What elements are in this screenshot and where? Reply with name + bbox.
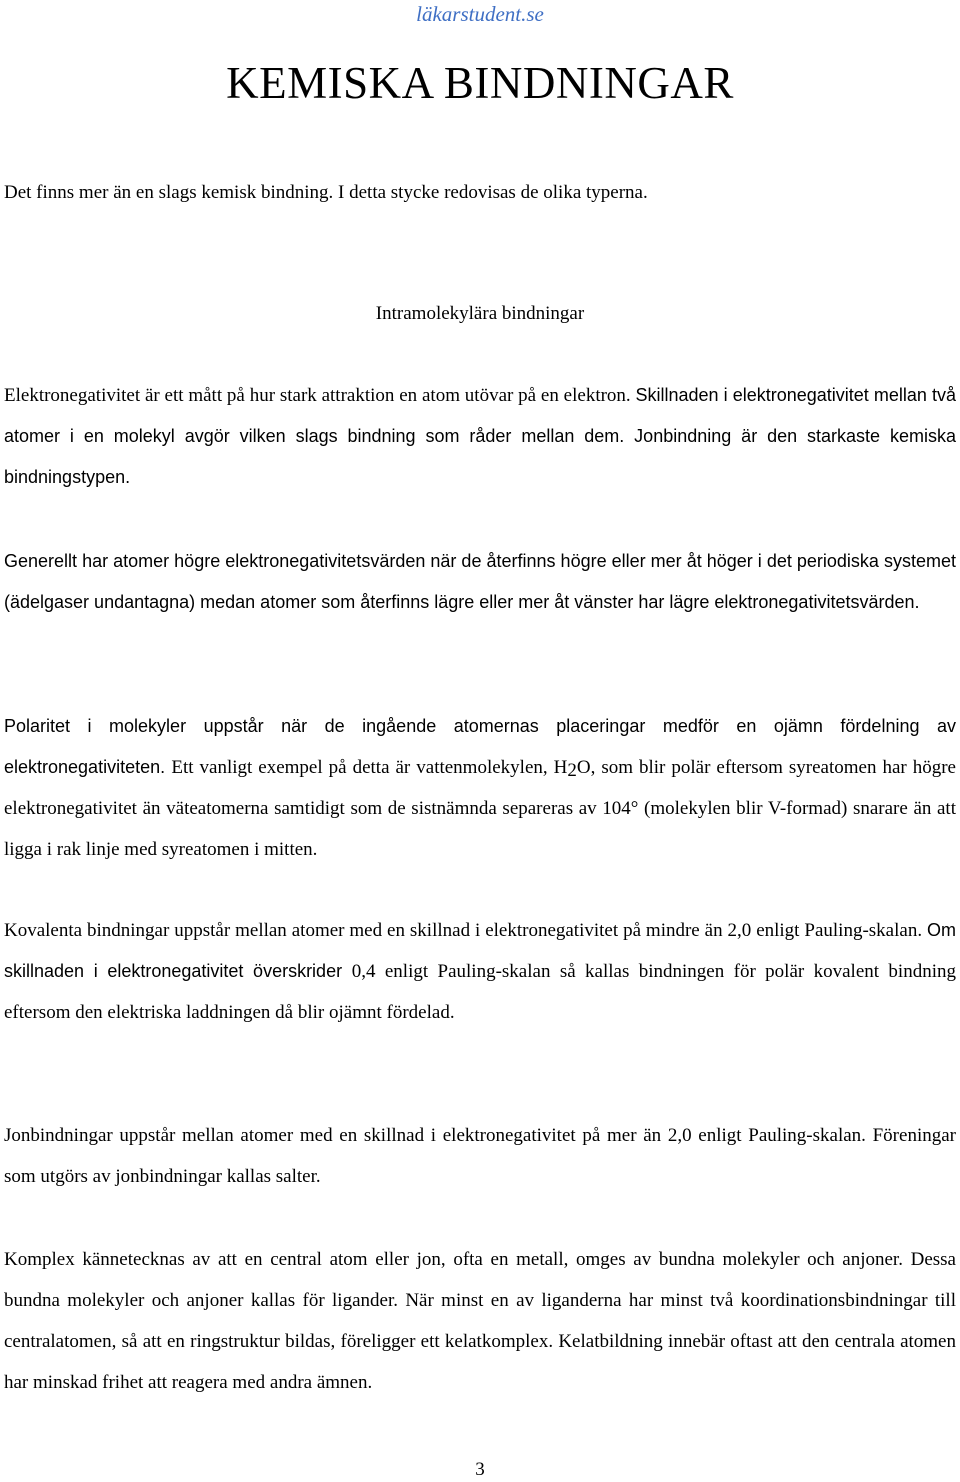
paragraph-periodic-trend: Generellt har atomer högre elektronegativitetsvärden när de återfinns högre eller mer åt höger i det periodiska systemet (ädelgaser undantagna) medan atomer som återfinns lägre eller mer åt vänster har lägre elektronegativitetsvärden. [4, 551, 956, 612]
page-number: 3 [475, 1459, 485, 1480]
site-header[interactable]: läkarstudent.se [416, 2, 544, 26]
paragraph-text: 0,4 enligt Pauling-skalan så kallas bindningen för polär kovalent bindning eftersom den elektriska laddningen då blir ojämnt fördelad. [4, 961, 956, 1023]
section-heading: Intramolekylära bindningar [375, 303, 585, 324]
intro-paragraph: Det finns mer än en slags kemisk bindning. I detta stycke redovisas de olika typerna. [4, 182, 648, 203]
paragraph-text: Ett vanligt exempel på detta är vattenmolekylen, H [171, 757, 568, 778]
paragraph-covalent [4, 910, 956, 1033]
paragraph-ionic: Jonbindningar uppstår mellan atomer med en skillnad i elektronegativitet på mer än 2,0 enligt Pauling-skalan. Föreningar som utgörs av jonbindningar kallas salter. [4, 1125, 956, 1187]
paragraph-text: Kovalenta bindningar uppstår mellan atomer med en skillnad i elektronegativitet på mindre än 2,0 enligt Pauling-skalan. [4, 920, 927, 941]
paragraph-text: Polaritet i molekyler uppstår när de ingående atomernas placeringar medför en ojämn fördelning av elektronegativiteten. [4, 716, 956, 777]
paragraph-electronegativity [4, 375, 956, 498]
paragraph-text: Skillnaden i elektronegativitet mellan två atomer i en molekyl avgör vilken slags bindning som råder mellan dem. Jonbindning är den starkaste kemiska bindningstypen. [4, 385, 956, 487]
page-title: KEMISKA BINDNINGAR [226, 58, 734, 108]
paragraph-polarity [4, 706, 956, 870]
subscript: 2 [567, 760, 577, 781]
paragraph-complex: Komplex kännetecknas av att en central atom eller jon, ofta en metall, omges av bundna molekyler och anjoner. Dessa bundna molekyler och anjoner kallas för ligander. När minst en av liganderna har minst två koordinationsbindningar till centralatomen, så att en ringstruktur bildas, föreligger ett kelatkomplex. Kelatbildning innebär oftast att den centrala atomen har minskad frihet att reagera med andra ämnen. [4, 1249, 956, 1393]
paragraph-text: Elektronegativitet är ett mått på hur stark attraktion en atom utövar på en elektron. [4, 385, 636, 406]
paragraph-text: Om skillnaden i elektronegativitet överskrider [4, 920, 956, 981]
paragraph-text: O, som blir polär eftersom syreatomen har högre elektronegativitet än väteatomerna samtidigt som de sistnämnda separeras av 104° (molekylen blir V-formad) snarare än att ligga i rak linje med syreatomen i mitten. [4, 757, 956, 860]
